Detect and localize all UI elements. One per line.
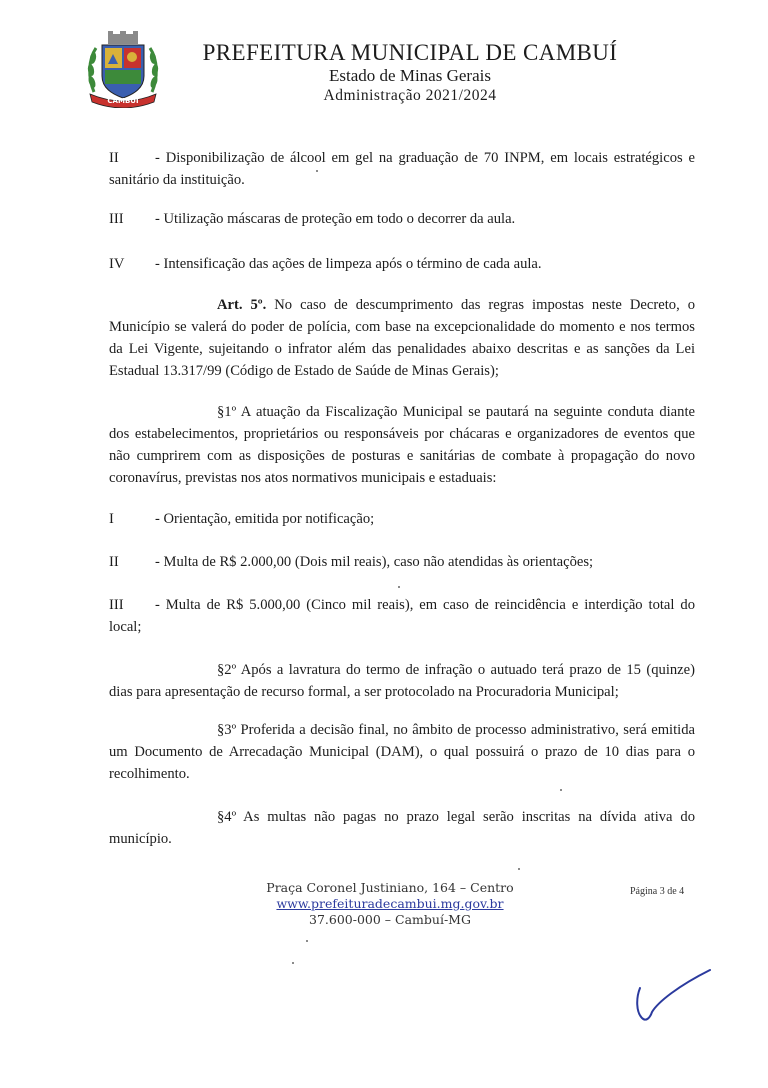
footer (240, 880, 540, 928)
list-item: IV - Intensificação das ações de limpeza após o término de cada aula. (109, 256, 542, 272)
scan-speck (292, 962, 294, 964)
scan-speck (306, 940, 308, 942)
scan-speck (518, 868, 520, 870)
paragraph-3: §3º Proferida a decisão final, no âmbito de processo administrativo, será emitida um Documento de Arrecadação Municipal (DAM), o qual possuirá o prazo de 10 dias para o recolhimento. (109, 722, 695, 782)
scan-speck (398, 586, 400, 588)
scan-speck (316, 170, 318, 172)
list-item: II - Multa de R$ 2.000,00 (Dois mil reais), caso não atendidas às orientações; (109, 554, 594, 570)
paragraph-2: §2º Após a lavratura do termo de infração o autuado terá prazo de 15 (quinze) dias para apresentação de recurso formal, a ser protocolado na Procuradoria Municipal; (109, 662, 695, 700)
article-5: Art. 5º. No caso de descumprimento das regras impostas neste Decreto, o Município se valerá do poder de polícia, com base na excepcionalidade do momento e nos termos da Lei Vigente, sujeitando o infrator além das penalidades abaixo descritas e as sanções da Lei Estadual 13.317/99 (Código de Estado de Saúde de Minas Gerais); (109, 297, 695, 379)
administration-period: Administração 2021/2024 (323, 87, 497, 104)
municipal-crest-icon (84, 30, 162, 108)
article-label: Art. 5º. (217, 297, 267, 313)
state-name: Estado de Minas Gerais (329, 66, 491, 85)
page-title: PREFEITURA MUNICIPAL DE CAMBUÍ (202, 40, 618, 65)
list-item: I - Orientação, emitida por notificação; (109, 511, 375, 527)
footer-address: Praça Coronel Justiniano, 164 – Centro (266, 880, 514, 895)
list-item: III - Utilização máscaras de proteção em todo o decorrer da aula. (109, 211, 516, 227)
handwritten-signature (628, 968, 718, 1028)
list-item: II - Disponibilização de álcool em gel na graduação de 70 INPM, em locais estratégicos e sanitário da instituição. (109, 150, 695, 188)
paragraph-4: §4º As multas não pagas no prazo legal serão inscritas na dívida ativa do município. (109, 809, 695, 847)
svg-text:CAMBUÍ: CAMBUÍ (107, 97, 139, 105)
letterhead (170, 40, 650, 106)
paragraph-1: §1º A atuação da Fiscalização Municipal se pautará na seguinte conduta diante dos estabelecimentos, proprietários ou responsáveis por chácaras e organizadores de eventos que não cumprirem com as disposições de posturas e sanitárias de combate à propagação do novo coronavírus, previstas nos atos normativos municipais e estaduais: (109, 404, 695, 486)
page-number: Página 3 de 4 (630, 886, 685, 897)
scan-speck (560, 789, 562, 791)
website-link[interactable]: www.prefeituradecambui.mg.gov.br (276, 896, 504, 911)
list-item: III - Multa de R$ 5.000,00 (Cinco mil reais), em caso de reincidência e interdição total do local; (109, 597, 695, 635)
footer-zip-city: 37.600-000 – Cambuí-MG (309, 912, 471, 927)
